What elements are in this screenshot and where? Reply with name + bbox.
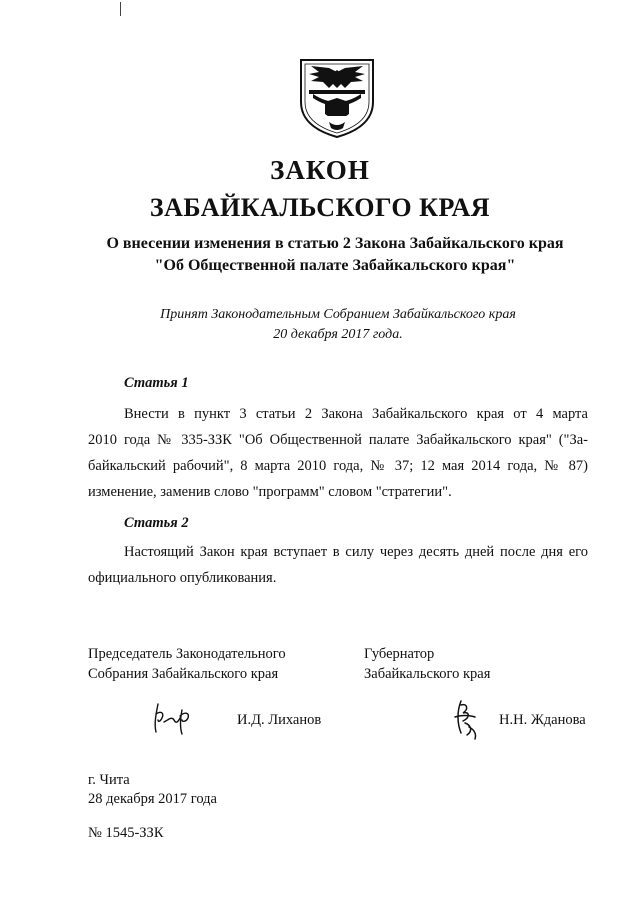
chairman-title	[88, 644, 286, 684]
chairman-signature-icon	[150, 700, 194, 736]
law-region-title: ЗАБАЙКАЛЬСКОГО КРАЯ	[149, 193, 491, 222]
subtitle-line: О внесении изменения в статью 2 Закона Забайкальского края	[106, 235, 564, 252]
article-1-heading: Статья 1	[124, 375, 189, 391]
coat-of-arms-icon	[299, 58, 375, 138]
law-number: № 1545-ЗЗК	[88, 825, 164, 841]
title-line: Забайкальского края	[364, 666, 491, 682]
title-line: Председатель Законодательного	[88, 646, 286, 662]
adoption-note	[0, 305, 640, 345]
article-1-text	[88, 401, 588, 505]
adoption-date: 20 декабря 2017 года.	[273, 327, 403, 342]
governor-name: Н.Н. Жданова	[499, 712, 586, 728]
place-of-signing: г. Чита	[88, 772, 130, 788]
article-2-heading: Статья 2	[124, 515, 189, 531]
text-line: изменение, заменив слово "программ" словом "стратегии".	[88, 484, 452, 500]
law-title: ЗАКОН	[270, 155, 370, 185]
governor-title	[364, 644, 490, 684]
governor-signature-icon	[447, 697, 483, 741]
title-line: Собрания Забайкальского края	[88, 666, 279, 682]
text-line: 2010 года № 335-ЗЗК "Об Общественной палате Забайкальского края" ("За-	[88, 432, 588, 448]
text-line: Настоящий Закон края вступает в силу через десять дней после дня его	[124, 544, 588, 560]
crop-mark	[120, 2, 121, 16]
signing-date: 28 декабря 2017 года	[88, 791, 217, 807]
text-line: байкальский рабочий", 8 марта 2010 года, № 37; 12 мая 2014 года, № 87)	[88, 458, 588, 474]
subtitle-line: "Об Общественной палате Забайкальского края"	[154, 257, 516, 274]
law-subtitle	[0, 233, 640, 277]
adoption-line: Принят Законодательным Собранием Забайкальского края	[160, 307, 516, 322]
title-line: Губернатор	[364, 646, 435, 662]
text-line: Внести в пункт 3 статьи 2 Закона Забайкальского края от 4 марта	[124, 406, 588, 422]
chairman-name: И.Д. Лиханов	[237, 712, 322, 728]
text-line: официального опубликования.	[88, 570, 277, 586]
article-2-text	[88, 539, 588, 591]
